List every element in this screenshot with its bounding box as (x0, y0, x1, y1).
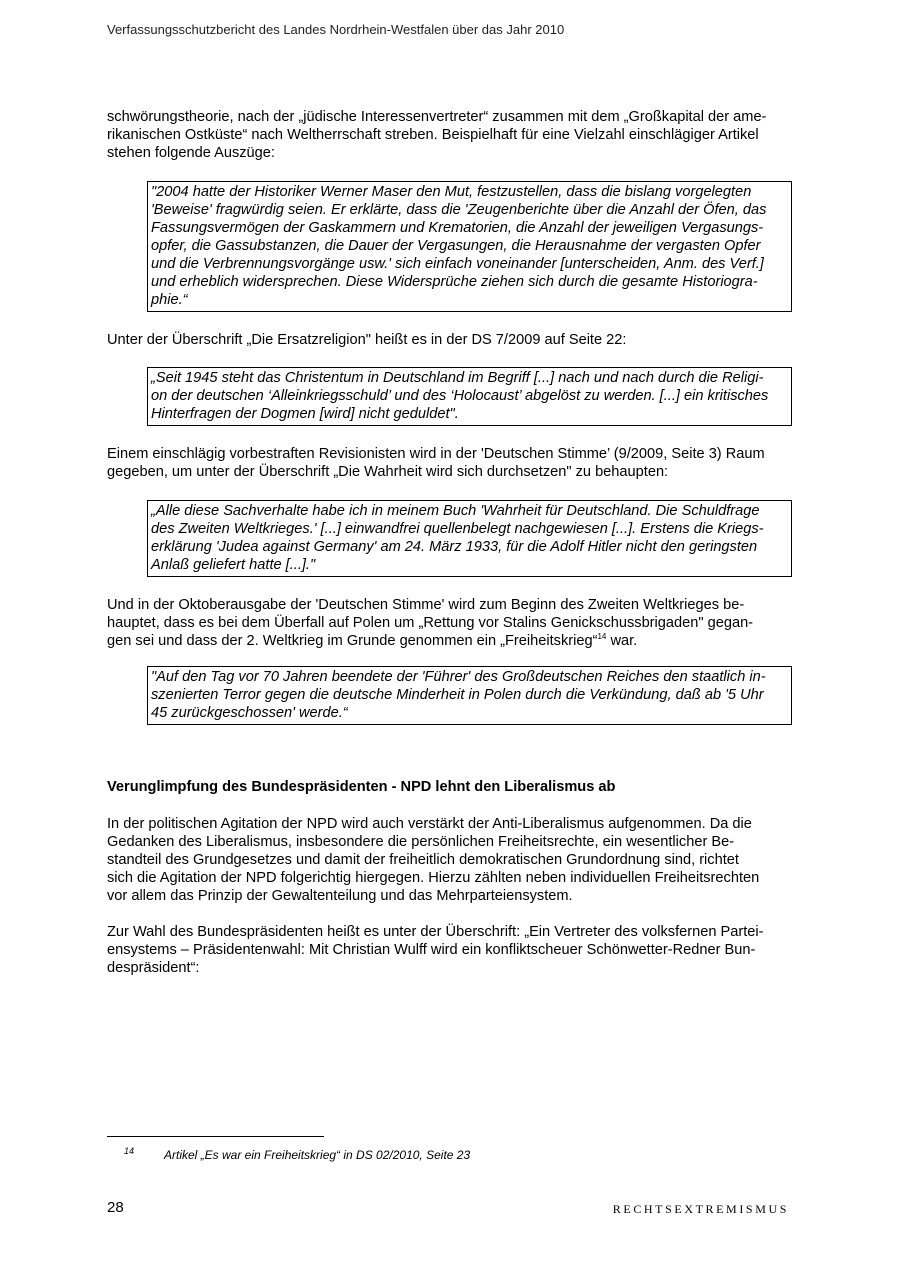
quote-line: „Seit 1945 steht das Christentum in Deutschland im Begriff [...] nach und nach durch die Religi- (151, 370, 764, 386)
text-line: Zur Wahl des Bundespräsidenten heißt es unter der Überschrift: „Ein Vertreter des volksfernen Partei- (107, 924, 764, 940)
quote-line: szenierten Terror gegen die deutsche Minderheit in Polen durch die Verkündung, daß ab '5 Uhr (151, 687, 764, 703)
quote-line: erklärung 'Judea against Germany' am 24. März 1933, für die Adolf Hitler nicht den geringsten (151, 539, 758, 555)
quote-line: opfer, die Gassubstanzen, die Dauer der Vergasungen, die Herausnahme der vergasten Opfer (151, 238, 761, 254)
footnote-number: 14 (124, 1146, 135, 1156)
quote-line: Hinterfragen der Dogmen [wird] nicht geduldet". (151, 406, 459, 422)
text-line (107, 632, 797, 650)
text-line: Unter der Überschrift „Die Ersatzreligion" heißt es in der DS 7/2009 auf Seite 22: (107, 332, 627, 348)
footer-title: RECHTSEXTREMISMUS (612, 1202, 789, 1216)
text-line: stehen folgende Auszüge: (107, 145, 275, 161)
text-line: despräsident“: (107, 960, 200, 976)
text-line: vor allem das Prinzip der Gewaltenteilung und das Mehrparteiensystem. (107, 888, 573, 904)
footnote-text: Artikel „Es war ein Freiheitskrieg“ in DS 02/2010, Seite 23 (164, 1148, 471, 1162)
text-line: ensystems – Präsidentenwahl: Mit Christian Wulff wird ein konfliktscheuer Schönwetter-Redner Bun- (107, 942, 756, 958)
quote-box-polen (147, 666, 792, 725)
text-fragment: war. (606, 633, 638, 649)
footnote-reference[interactable]: 14 (597, 632, 607, 642)
text-line: Und in der Oktoberausgabe der 'Deutschen Stimme' wird zum Beginn des Zweiten Weltkrieges be- (107, 597, 745, 613)
quote-line: phie.“ (151, 292, 188, 308)
quote-box-wahrheit (147, 500, 792, 577)
paragraph-conspiracy-intro (107, 108, 797, 162)
text-line: schwörungstheorie, nach der „jüdische Interessenvertreter“ zusammen mit dem „Großkapital der ame- (107, 109, 767, 125)
paragraph-bundespraesident (107, 923, 797, 977)
quote-line: Anlaß geliefert hatte [...]." (151, 557, 316, 573)
quote-line: des Zweiten Weltkrieges.' [...] einwandfrei quellenbelegt nachgewiesen [...]. Erstens die Kriegs- (151, 521, 764, 537)
quote-line: "Auf den Tag vor 70 Jahren beendete der 'Führer' des Großdeutschen Reiches den staatlich in- (151, 669, 766, 685)
quote-line: und erheblich widersprechen. Diese Widersprüche ziehen sich durch die gesamte Historiogra- (151, 274, 758, 290)
page-number: 28 (107, 1199, 124, 1216)
paragraph-revisionist (107, 445, 797, 481)
section-heading: Verunglimpfung des Bundespräsidenten - NPD lehnt den Liberalismus ab (107, 779, 616, 795)
quote-box-christentum (147, 367, 792, 426)
text-line: sich die Agitation der NPD folgerichtig hiergegen. Hierzu zählten neben individuellen Freiheitsrechten (107, 870, 760, 886)
quote-line: Fassungsvermögen der Gaskammern und Krematorien, die Anzahl der jeweiligen Vergasungs- (151, 220, 764, 236)
quote-line: und die Verbrennungsvorgänge usw.' sich einfach voneinander [unterscheiden, Anm. des Verf.] (151, 256, 764, 272)
text-line: gegeben, um unter der Überschrift „Die Wahrheit wird sich durchsetzen" zu behaupten: (107, 464, 669, 480)
quote-line: on der deutschen ‘Alleinkriegsschuld’ und des ‘Holocaust’ abgelöst zu werden. [...] ein kritisches (151, 388, 769, 404)
paragraph-oktoberausgabe (107, 596, 797, 650)
paragraph-anti-liberalismus (107, 815, 797, 905)
quote-line: 'Beweise' fragwürdig seien. Er erklärte, dass die 'Zeugenberichte über die Anzahl der Öfen, das (151, 202, 767, 218)
quote-line: "2004 hatte der Historiker Werner Maser den Mut, festzustellen, dass die bislang vorgelegten (151, 184, 752, 200)
footnote-separator (107, 1136, 324, 1137)
text-line: standteil des Grundgesetzes und damit der freiheitlich demokratischen Grundordnung sind, richtet (107, 852, 739, 868)
text-line: hauptet, dass es bei dem Überfall auf Polen um „Rettung vor Stalins Genickschussbrigaden" gegan- (107, 615, 754, 631)
text-line: Einem einschlägig vorbestraften Revisionisten wird in der 'Deutschen Stimme’ (9/2009, Seite 3) Raum (107, 446, 765, 462)
quote-box-maser (147, 181, 792, 312)
text-line: Gedanken des Liberalismus, insbesondere die persönlichen Freiheitsrechte, ein wesentlicher Be- (107, 834, 735, 850)
text-line: rikanischen Ostküste“ nach Weltherrschaft streben. Beispielhaft für eine Vielzahl einschlägiger Artikel (107, 127, 759, 143)
text-fragment: gen sei und dass der 2. Weltkrieg im Grunde genommen ein „Freiheitskrieg“ (107, 633, 598, 649)
running-header: Verfassungsschutzbericht des Landes Nordrhein-Westfalen über das Jahr 2010 (107, 22, 565, 37)
quote-line: „Alle diese Sachverhalte habe ich in meinem Buch 'Wahrheit für Deutschland. Die Schuldfrage (151, 503, 760, 519)
text-line: In der politischen Agitation der NPD wird auch verstärkt der Anti-Liberalismus aufgenommen. Da die (107, 816, 752, 832)
quote-line: 45 zurückgeschossen' werde.“ (151, 705, 348, 721)
paragraph-ersatzreligion (107, 331, 797, 349)
